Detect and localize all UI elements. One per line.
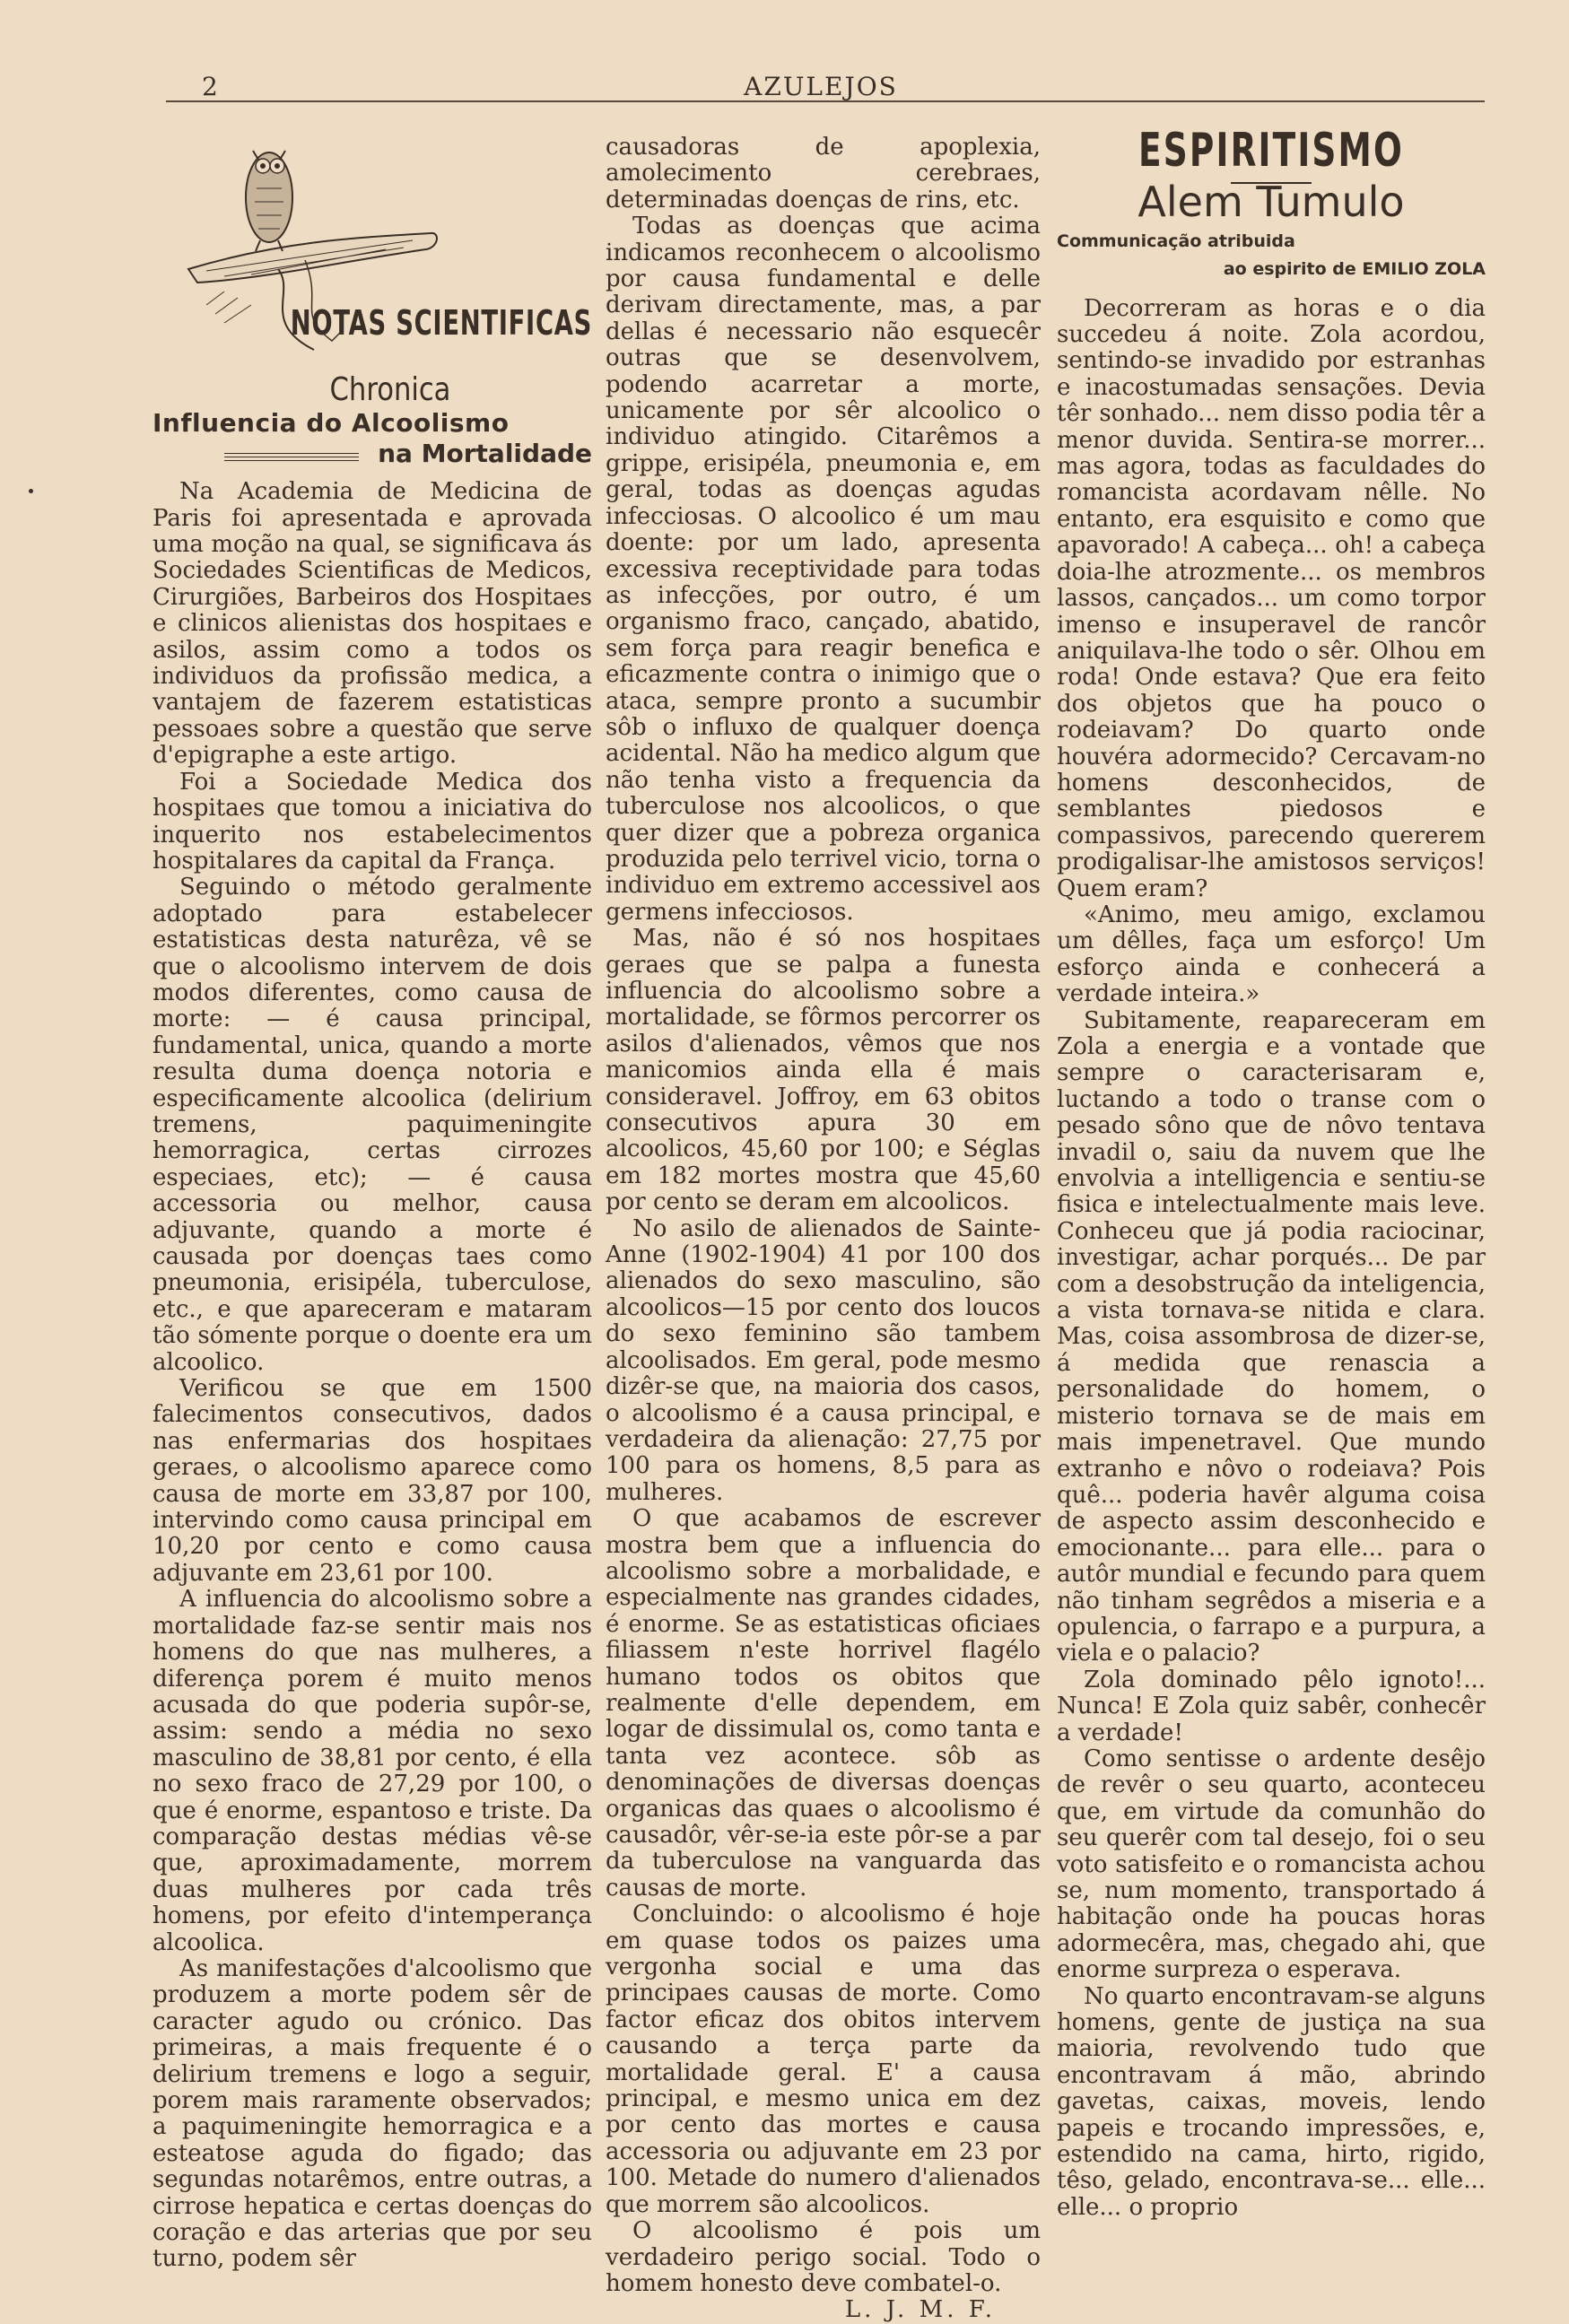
section-title-espiritismo: ESPIRITISMO (1138, 124, 1404, 178)
right-column (1057, 124, 1486, 2221)
paragraph: O alcoolismo é pois um verdadeiro perigo social. Todo o homem honesto deve combatel-o. (606, 2217, 1041, 2297)
paragraph: Decorreram as horas e o dia succedeu á noite. Zola acordou, sentindo-se invadido por estranhas e inacostumadas sensações. Devia têr sonhado... nem disso podia têr a menor duvida. Sentira-se morrer... mas agora, todas as faculdades do romancista acordavam nêlle. No entanto, era esquisito e como que apavorado! A cabeça... oh! a cabeça doia-lhe atrozmente... os membros lassos, cançados... um como torpor imenso e insuperavel de rancôr aniquilava-lhe todo o sêr. Olhou em roda! Onde estava? Que era feito dos objetos que ha pouco o rodeiavam? Do quarto onde houvéra adormecido? Cercavam-no homens desconhecidos, de semblantes piedosos e compassivos, parecendo quererem prodigalisar-lhe amistosos serviços! Quem eram? (1057, 294, 1486, 902)
left-column (153, 135, 592, 2273)
attribution-line1: Communicação atribuida (1057, 231, 1295, 251)
paragraph: No quarto encontravam-se alguns homens, gente de justiça na sua maioria, revolvendo tudo que encontravam á mão, abrindo gavetas, caixas, moveis, lendo papeis e trocando impressões, e, estendido na cama, hirto, rigido, têso, gelado, encontrava-se... elle... elle... o proprio (1057, 1982, 1486, 2221)
decorative-rule (224, 460, 359, 461)
article-title: Alem Tumulo (1138, 178, 1405, 227)
middle-column (606, 135, 1041, 2324)
decorative-rule (224, 453, 359, 454)
page-number: 2 (202, 72, 218, 101)
journal-title: AZULEJOS (744, 72, 898, 101)
paragraph: Concluindo: o alcoolismo é hoje em quase todos os paizes uma vergonha social e uma das principaes causas de morte. Como factor eficaz dos obitos intervem causando a terça parte da mortalidade geral. E' a causa principal, e mesmo unica em dez por cento das mortes e causa accessoria ou adjuvante em 23 por 100. Metade do numero d'alienados que morrem são alcoolicos. (606, 1901, 1041, 2218)
paragraph: Como sentisse o ardente desêjo de revêr o seu quarto, aconteceu que, em virtude da comunhão do seu querêr com tal desejo, foi o seu voto satisfeito e o romancista achou se, num momento, transportado á habitação onde ha poucas horas adormecêra, mas, chegado ahi, que enorme surpreza o esperava. (1057, 1745, 1486, 1984)
article-signature: L. J. M. F. (844, 2296, 996, 2324)
margin-mark (29, 489, 33, 493)
paragraph: As manifestações d'alcoolismo que produzem a morte podem sêr de caracter agudo ou crónico. Das primeiras, a mais frequente é o delirium tremens e logo a seguir, porem mais raramente observados; a paquimeningite hemorragica e a esteatose aguda do figado; das segundas notarêmos, entre outras, a cirrose hepatica e certas doenças do coração e das arterias que por seu turno, podem sêr (153, 1954, 592, 2273)
paragraph: Seguindo o método geralmente adoptado para estabelecer estatisticas desta naturêza, vê se que o alcoolismo intervem de dois modos diferentes, como causa de morte: — é causa principal, fundamental, unica, quando a morte resulta duma doença notoria e especificamente alcoolica (delirium tremens, paquimeningite hemorragica, certas cirrozes especiaes, etc); — é causa accessoria ou melhor, causa adjuvante, quando a morte é causada por doenças taes como pneumonia, erisipéla, tuberculose, etc., e que apareceram e mataram tão sómente porque o doente era um alcoolico. (153, 874, 592, 1376)
attribution-line2: ao espirito de EMILIO ZOLA (1223, 259, 1486, 280)
header-rule (166, 100, 1485, 102)
page-header (166, 65, 1476, 104)
subtitle-text: na Mortalidade (378, 438, 592, 468)
section-banner (153, 135, 592, 359)
paragraph: Subitamente, reapareceram em Zola a energia e a vontade que sempre o caracterisaram e, luctando a todo o transe com o pesado sôno que de nôvo tentava invadil o, saiu da nuvem que lhe envolvia a intelligencia e sentiu-se fisica e intelectualmente mais leve. Conheceu que já podia raciocinar, investigar, achar porqués... De par com a desobstrução da inteligencia, a vista tornava-se nitida e clara. Mas, coisa assombrosa de dizer-se, á medida que renascia a personalidade do homem, o misterio tornava se de mais em mais impenetravel. Que mundo extranho e nôvo o rodeiava? Pois quê... poderia havêr alguma coisa de aspecto assim desconhecido e emocionante... para elle... para o autôr mundial e fecundo para quem não tinham segrêdos a miseria e a opulencia, o farrapo e a purpura, a viela e o palacio? (1057, 1006, 1486, 1667)
paragraph: No asilo de alienados de Sainte-Anne (1902-1904) 41 por 100 dos alienados do sexo masculino, são alcoolicos—15 por cento dos loucos do sexo feminino são tambem alcoolisados. Em geral, pode mesmo dizêr-se que, na maioria dos casos, o alcoolismo é a causa principal, e verdadeira da alienação: 27,75 por 100 para os homens, 8,5 para as mulheres. (606, 1214, 1041, 1506)
paragraph: Zola dominado pêlo ignoto!... Nunca! E Zola quiz sabêr, conhecêr a verdade! (1057, 1666, 1486, 1746)
paragraph: Foi a Sociedade Medica dos hospitaes que tomou a iniciativa do inquerito nos estabelecimentos hospitalares da capital da França. (153, 768, 592, 875)
paragraph: Mas, não é só nos hospitaes geraes que se palpa a funesta influencia do alcoolismo sobre a mortalidade, se fôrmos percorrer os asilos d'alienados, vêmos que nos manicomios ainda ella é mais consideravel. Joffroy, em 63 obitos consecutivos apura 30 em alcoolicos, 45,60 por 100; e Séglas em 182 mortes mostra que 45,60 por cento se deram em alcoolicos. (606, 925, 1041, 1216)
paragraph: O que acabamos de escrever mostra bem que a influencia do alcoolismo sobre a morbalidade, e especialmente nas grandes cidades, é enorme. Se as estatisticas oficiaes filiassem n'este horrivel flagélo humano todos os obitos que realmente d'elle dependem, em logar de dissimulal os, como tanta e tanta vez acontece. sôb as denominações de diversas doenças organicas das quaes o alcoolismo é causadôr, vêr-se-ia este pôr-se a par da tuberculose na vanguarda das causas de morte. (606, 1505, 1041, 1902)
paragraph: causadoras de apoplexia, amolecimento cerebraes, determinadas doenças de rins, etc. (606, 134, 1041, 213)
section-title-notas-scientificas: NOTAS SCIENTIFICAS (290, 303, 592, 343)
paragraph: «Animo, meu amigo, exclamou um dêlles, faça um esforço! Um esforço ainda e conhecerá a verdade inteira.» (1057, 901, 1486, 1008)
article-subtitle-line1: Influencia do Alcoolismo (153, 408, 510, 439)
paragraph: Verificou se que em 1500 falecimentos consecutivos, dados nas enfermarias dos hospitaes geraes, o alcoolismo aparece como causa de morte em 33,87 por 100, intervindo como causa principal em 10,20 por cento e como causa adjuvante em 23,61 por 100. (153, 1375, 592, 1587)
article-title: Chronica (329, 371, 451, 408)
paragraph: Na Academia de Medicina de Paris foi apresentada e aprovada uma moção na qual, se significava ás Sociedades Scientificas de Medicos, Cirurgiões, Barbeiros dos Hospitaes e clinicos alienistas dos hospitaes e asilos, assim como a todos os individuos da profissão medica, a vantajem de fazerem estatisticas pessoaes sobre a questão que serve d'epigraphe a este artigo. (153, 478, 592, 770)
paragraph: A influencia do alcoolismo sobre a mortalidade faz-se sentir mais nos homens do que nas mulheres, a diferença porem é muito menos acusada do que poderia supôr-se, assim: sendo a média no sexo masculino de 38,81 por cento, é ella no sexo fraco de 27,29 por 100, o que é enorme, espantoso e triste. Da comparação destas médias vê-se que, aproximadamente, morrem duas mulheres por cada três homens, por efeito d'intemperança alcoolica. (153, 1586, 592, 1956)
article-subtitle-line2 (153, 440, 592, 466)
paragraph: Todas as doenças que acima indicamos reconhecem o alcoolismo por causa fundamental e delle derivam directamente, mas, a par dellas é necessario não esquecêr outras que se desenvolvem, podendo acarretar a morte, unicamente por sêr alcoolico o individuo atingido. Citarêmos a grippe, erisipéla, pneumonia e, em geral, todas as doenças agudas infecciosas. O alcoolico é um mau doente: por um lado, apresenta excessiva receptividade para todas as infecções, por outro, é um organismo fraco, cançado, abatido, sem força para reagir benefica e eficazmente contra o inimigo que o ataca, sempre pronto a sucumbir sôb o influxo de qualquer doença acidental. Não ha medico algum que não tenha visto a frequencia da tuberculose nos alcoolicos, o que quer dizer que a pobreza organica produzida pelo terrivel vicio, torna o individuo em extremo accessivel aos germens infecciosos. (606, 213, 1041, 926)
